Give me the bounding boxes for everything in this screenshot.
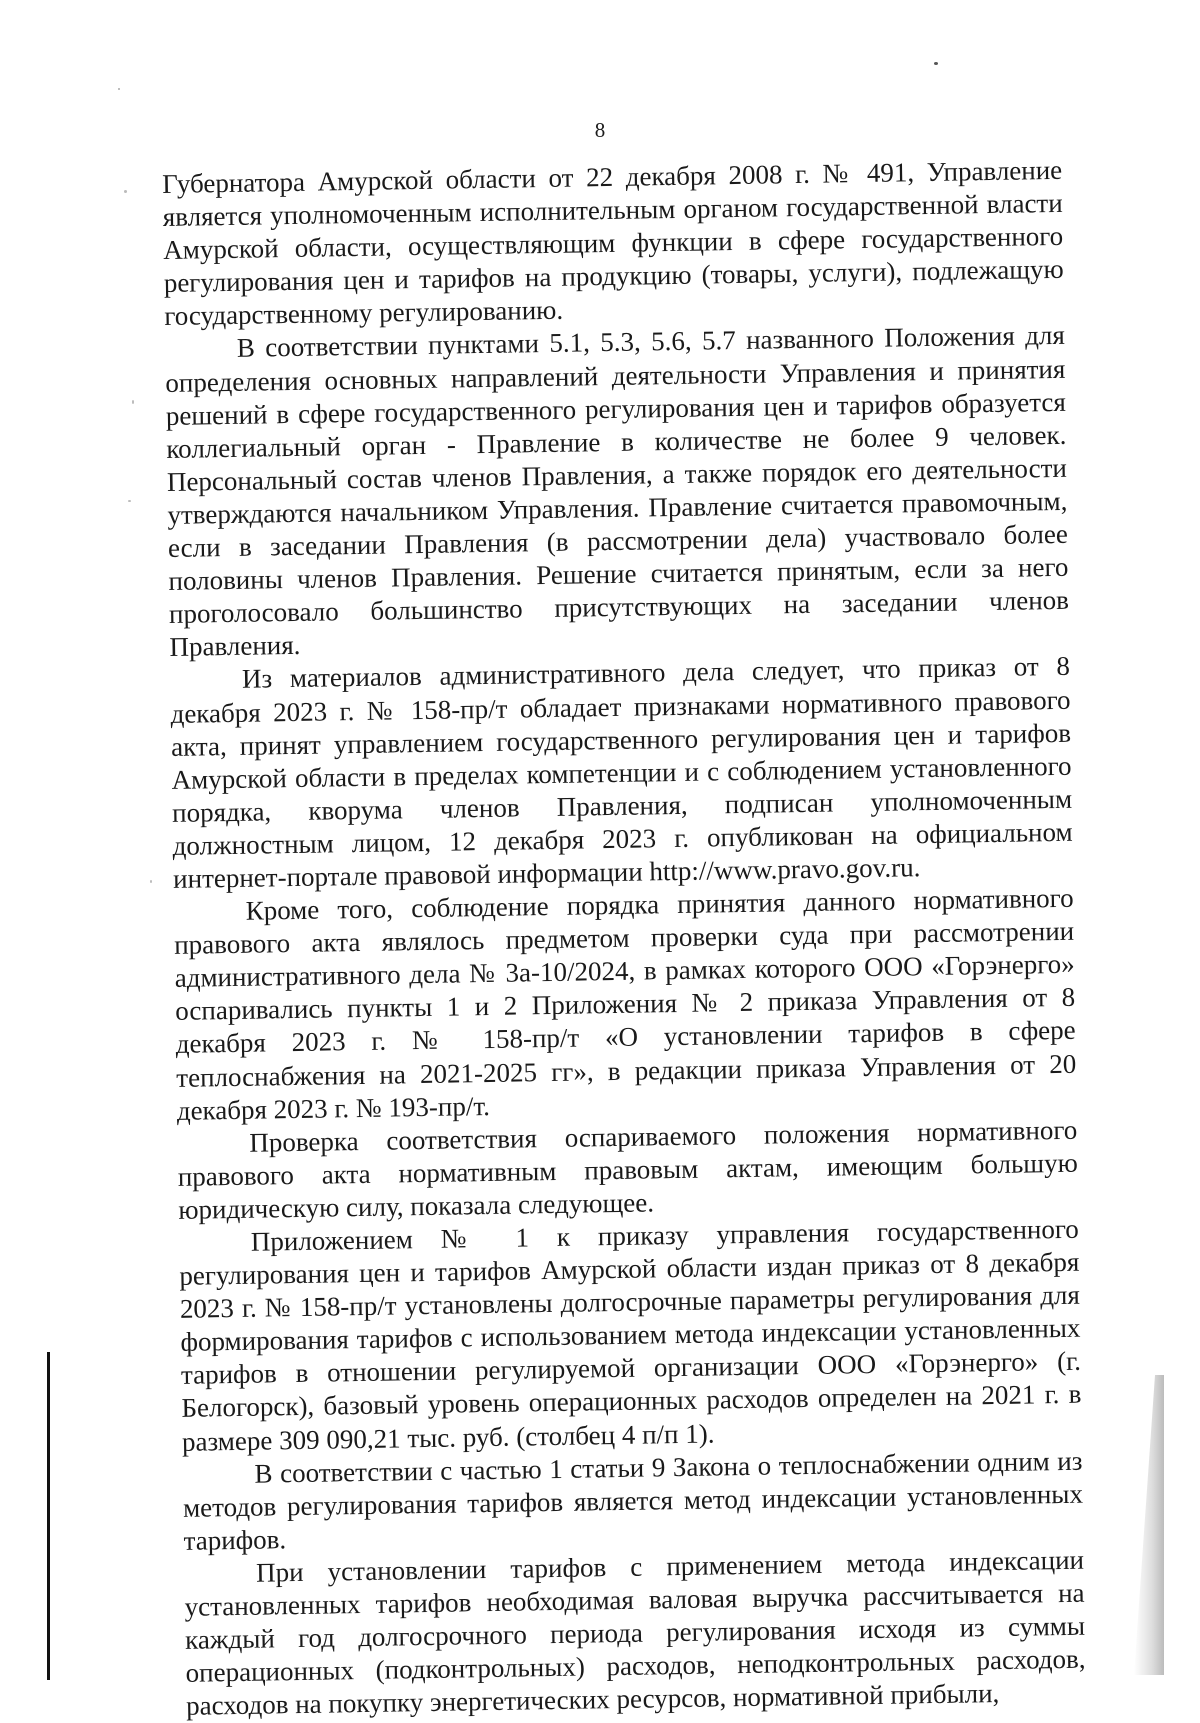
paragraph-prior-case: Кроме того, соблюдение порядка принятия данного нормативного правового акта являлось предметом проверки суда при рассмотрении административного дела № 3а-10/2024, в рамках которого ООО «Горэнерго» оспаривались пункты 1 и 2 Приложения № 2 приказа Управления от 8 декабря 2023 г. № 158-пр/т «О установлении тарифов в сфере теплоснабжения на 2021-2025 гг», в редакции приказа Управления от 20 декабря 2023 г. № 193-пр/т. [173, 882, 1077, 1126]
paragraph-board-composition: В соответствии пунктами 5.1, 5.3, 5.6, 5.7 названного Положения для определения основных направлений деятельности Управления и принятия решений в сфере государственного регулирования цен и тарифов образуется коллегиальный орган - Правление в количестве не более 9 человек. Персональный состав членов Правления, а также порядок его деятельности утверждаются начальником Управления. Правление считается правомочным, если в заседании Правления (в рассмотрении дела) участвовало более половины членов Правления. Решение считается принятым, если за него проголосовало большинство присутствующих на заседании членов Правления. [165, 320, 1070, 663]
paragraph-order-legality: Из материалов административного дела следует, что приказ от 8 декабря 2023 г. № 158-пр/т обладает признаками нормативного правового акта, принят управлением государственного регулирования цен и тарифов Амурской области в пределах компетенции и с соблюдением установленного порядка, кворума членов Правления, подписан уполномоченным должностным лицом, 12 декабря 2023 г. опубликован на официальном интернет-портале правовой информации http://www.pravo.gov.ru. [170, 651, 1073, 894]
scan-binding-line [47, 1352, 50, 1680]
scan-speck [124, 190, 127, 193]
document-body [162, 154, 1086, 1723]
scan-speck [934, 62, 938, 65]
scan-speck [150, 880, 152, 883]
paragraph-continuation: Губернатора Амурской области от 22 декабря 2008 г. № 491, Управление является уполномоченным исполнительным органом государственной власти Амурской области, осуществляющим функции в сфере государственного регулирования цен и тарифов на продукцию (товары, услуги), подлежащую государственному регулированию. [162, 154, 1064, 332]
paragraph-revenue-calculation: При установлении тарифов с применением метода индексации установленных тарифов необходимая валовая выручка рассчитывается на каждый год долгосрочного периода регулирования исходя из суммы операционных (подконтрольных) расходов, неподконтрольных расходов, расходов на покупку энергетических ресурсов, нормативной прибыли, [184, 1544, 1086, 1722]
paragraph-verification: Проверка соответствия оспариваемого положения нормативного правового акта нормативным правовым актам, имеющим большую юридическую силу, показала следующее. [177, 1114, 1078, 1225]
scan-edge-shadow [1134, 1375, 1164, 1675]
scan-speck [132, 400, 134, 404]
scan-speck [118, 88, 120, 90]
paragraph-appendix-one: Приложением № 1 к приказу управления государственного регулирования цен и тарифов Амурской области издан приказ от 8 декабря 2023 г. № 158-пр/т установлены долгосрочные параметры регулирования для формирования тарифов с использованием метода индексации установленных тарифов в отношении регулируемой организации ООО «Горэнерго» (г. Белогорск), базовый уровень операционных расходов определен на 2021 г. в размере 309 090,21 тыс. руб. (столбец 4 п/п 1). [179, 1213, 1082, 1457]
scan-speck [128, 500, 131, 502]
page-number: 8 [594, 118, 606, 142]
paragraph-indexation-method: В соответствии с частью 1 статьи 9 Закона о теплоснабжении одним из методов регулирования тарифов является метод индексации установленных тарифов. [182, 1445, 1084, 1556]
